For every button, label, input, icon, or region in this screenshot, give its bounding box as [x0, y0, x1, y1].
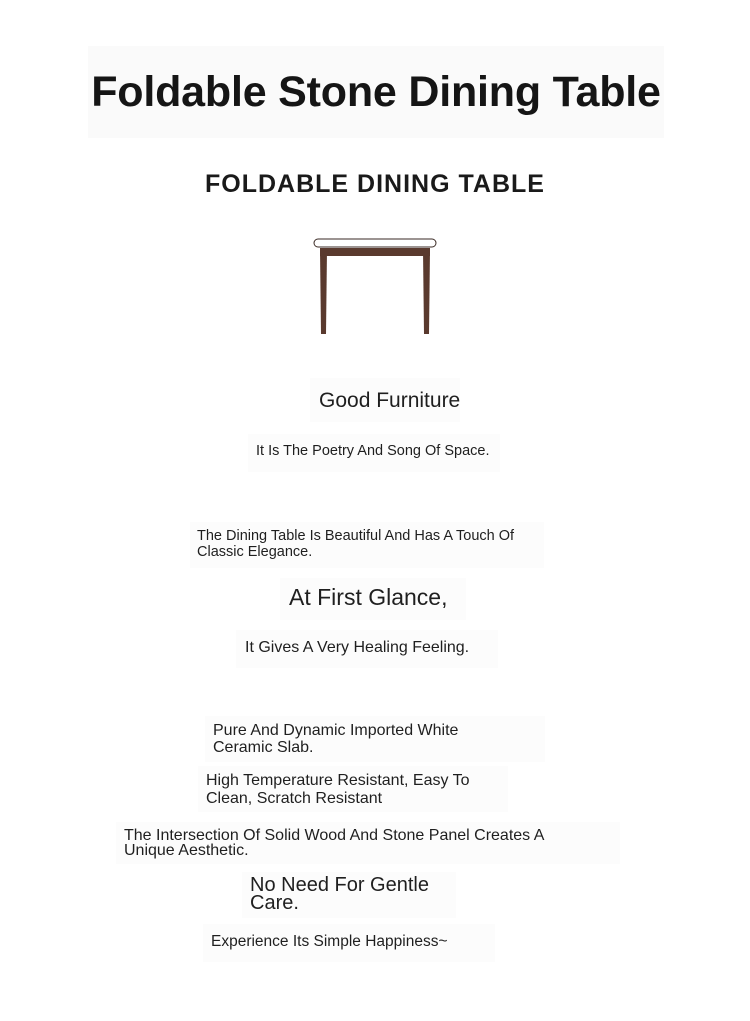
- description: The Dining Table Is Beautiful And Has A Touch Of Classic Elegance.: [197, 528, 515, 560]
- text-block: [236, 630, 498, 668]
- tagline: It Is The Poetry And Song Of Space.: [256, 443, 490, 459]
- feature-text: Pure And Dynamic Imported White Ceramic Slab.: [213, 722, 459, 756]
- closing-text: Experience Its Simple Happiness~: [211, 933, 448, 950]
- product-banner: FOLDABLE DINING TABLE: [205, 170, 545, 198]
- feature-text: High Temperature Resistant, Easy To Clean, Scratch Resistant: [206, 772, 470, 807]
- text-block: [116, 822, 620, 864]
- text-block: [248, 434, 500, 472]
- text-block: [203, 924, 495, 962]
- subheading: No Need For Gentle Care.: [250, 874, 429, 914]
- title-box: [88, 46, 664, 138]
- text-block: [198, 766, 508, 812]
- subheading: At First Glance,: [289, 584, 448, 610]
- text-block: [190, 522, 544, 568]
- feature-text: The Intersection Of Solid Wood And Stone Panel Creates A Unique Aesthetic.: [124, 827, 544, 859]
- text-block: [310, 378, 460, 422]
- subheading: Good Furniture: [319, 389, 461, 412]
- text-block: [280, 578, 466, 620]
- description: It Gives A Very Healing Feeling.: [245, 639, 470, 656]
- text-block: [242, 872, 456, 918]
- dining-table-icon: [312, 236, 440, 340]
- text-block: [205, 716, 545, 762]
- page-title: Foldable Stone Dining Table: [91, 67, 661, 116]
